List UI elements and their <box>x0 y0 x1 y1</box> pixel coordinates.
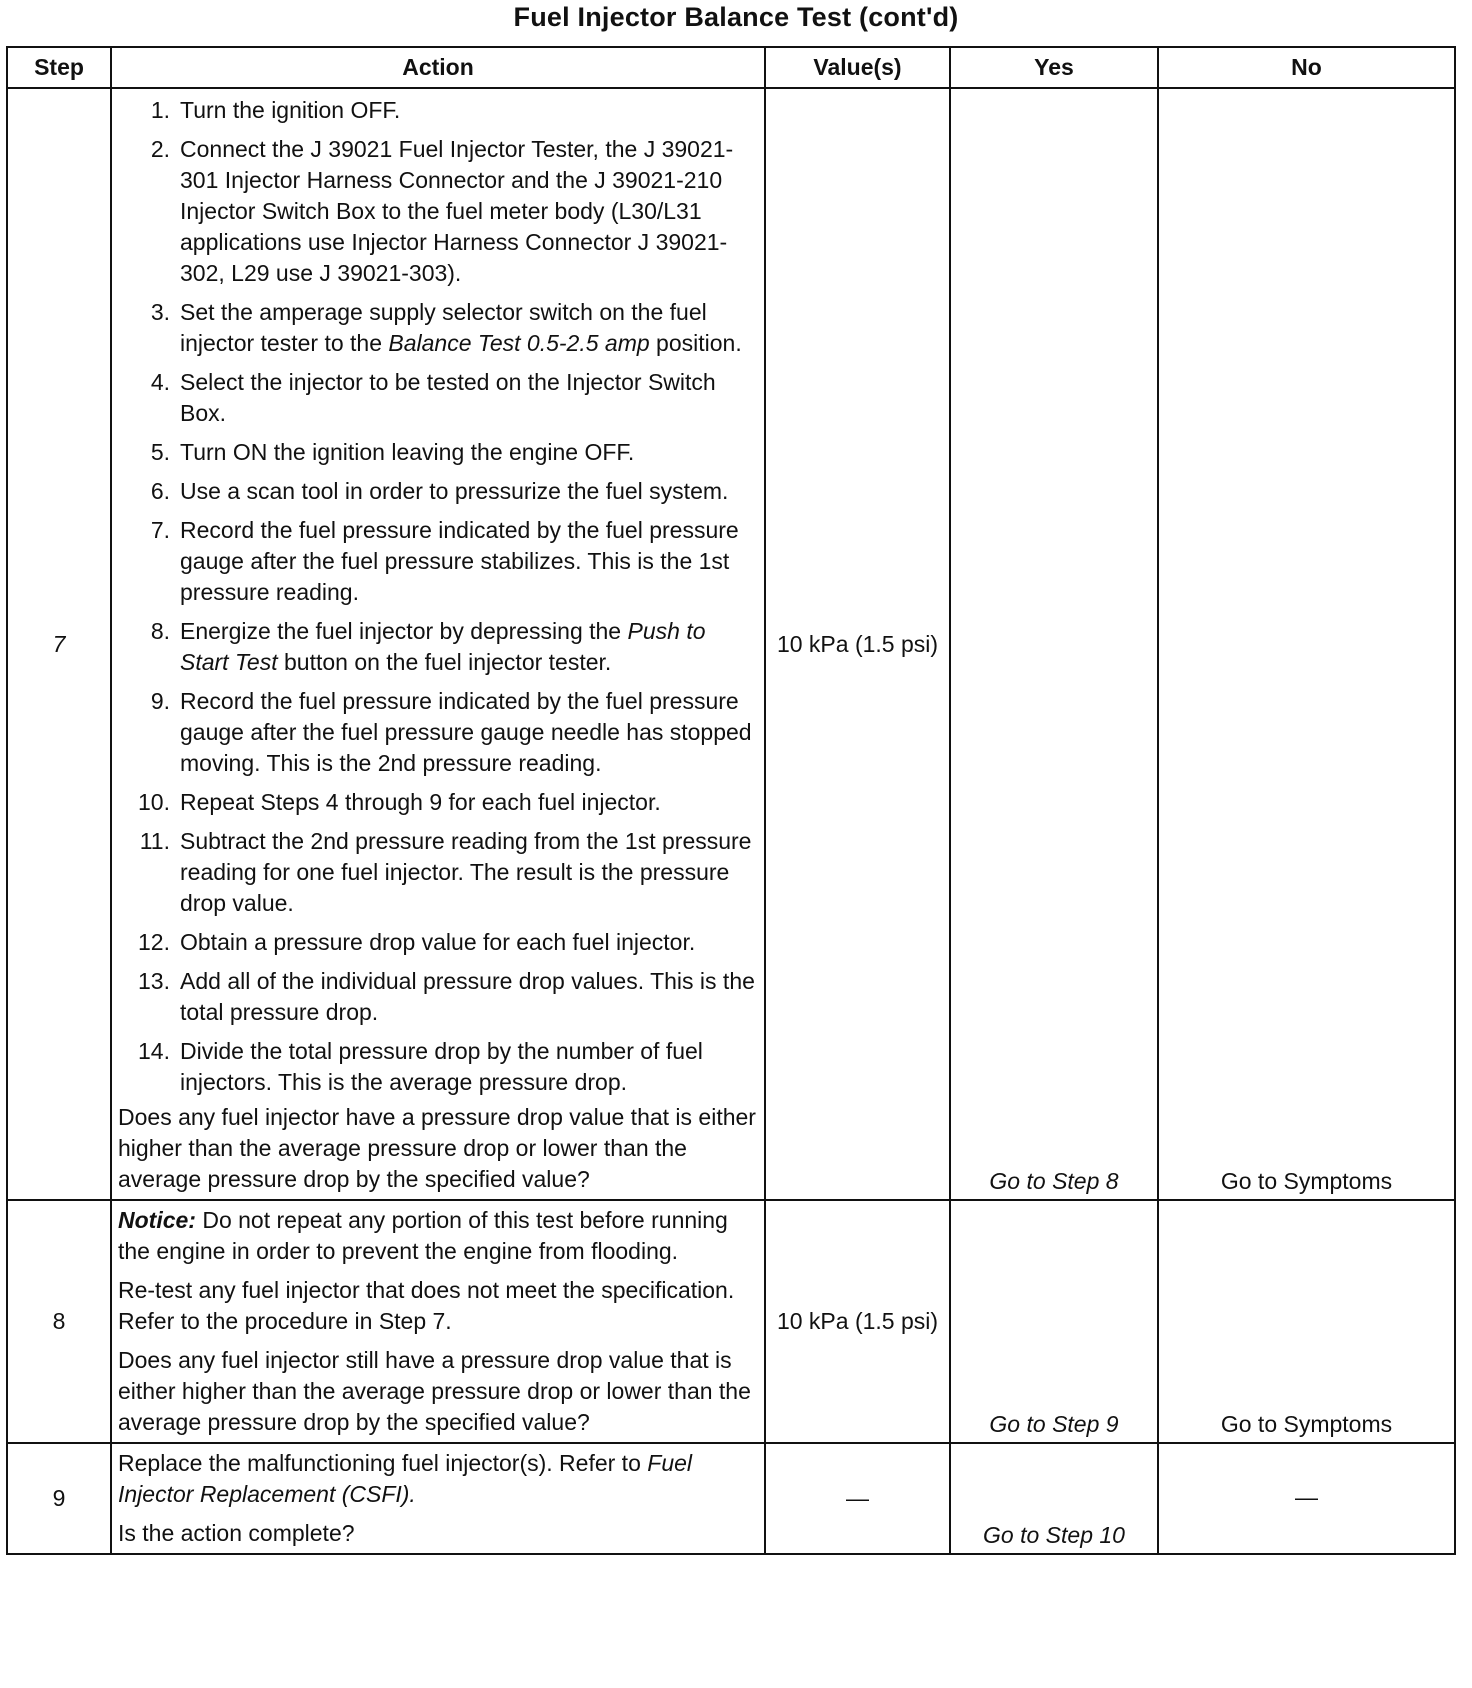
step-question: Is the action complete? <box>118 1520 355 1546</box>
header-no: No <box>1158 47 1455 88</box>
list-item: 9. Record the fuel pressure indicated by the fuel pressure gauge after the fuel pressure gauge needle has stopped moving. This is the 2nd pressure reading. <box>150 688 752 776</box>
yes-cell: Go to Step 8 <box>950 88 1158 1200</box>
yes-cell: Go to Step 10 <box>950 1443 1158 1554</box>
step-number: 8 <box>7 1200 111 1443</box>
yes-cell: Go to Step 9 <box>950 1200 1158 1443</box>
notice-paragraph: Notice: Do not repeat any portion of this test before running the engine in order to prevent the engine from flooding. <box>118 1207 728 1264</box>
action-cell <box>111 1443 765 1554</box>
list-item: 1. Turn the ignition OFF. <box>150 97 401 123</box>
instruction-list <box>118 95 758 1098</box>
notice-label: Notice: <box>118 1207 196 1233</box>
table-header-row <box>7 47 1455 88</box>
header-yes: Yes <box>950 47 1158 88</box>
step-number: 7 <box>7 88 111 1200</box>
list-item: 14. Divide the total pressure drop by the number of fuel injectors. This is the average pressure drop. <box>138 1038 703 1095</box>
list-item: 8. Energize the fuel injector by depressing the Push to Start Test button on the fuel injector tester. <box>150 618 706 675</box>
list-item: 6. Use a scan tool in order to pressurize the fuel system. <box>150 478 729 504</box>
list-item: 10. Repeat Steps 4 through 9 for each fuel injector. <box>138 789 661 815</box>
page-title: Fuel Injector Balance Test (cont'd) <box>513 2 959 32</box>
step-question: Does any fuel injector have a pressure drop value that is either higher than the average pressure drop or lower than the average pressure drop by the specified value? <box>118 1104 756 1192</box>
step-number: 9 <box>7 1443 111 1554</box>
list-item: 13. Add all of the individual pressure drop values. This is the total pressure drop. <box>138 968 755 1025</box>
value-cell: 10 kPa (1.5 psi) <box>765 1200 950 1443</box>
header-step: Step <box>7 47 111 88</box>
no-cell: — <box>1158 1443 1455 1554</box>
table-row-step-7 <box>7 88 1455 1200</box>
list-item: 11. Subtract the 2nd pressure reading from the 1st pressure reading for one fuel injector. The result is the pressure drop value. <box>139 828 752 916</box>
list-item: 12. Obtain a pressure drop value for each fuel injector. <box>138 929 696 955</box>
table-row-step-8 <box>7 1200 1455 1443</box>
no-cell: Go to Symptoms <box>1158 1200 1455 1443</box>
list-item: 2. Connect the J 39021 Fuel Injector Tester, the J 39021-301 Injector Harness Connector and the J 39021-210 Injector Switch Box to the fuel meter body (L30/L31 applications use Injector Harness Connector J 39021-302, L29 use J 39021-303). <box>150 136 734 286</box>
list-item: 3. Set the amperage supply selector switch on the fuel injector tester to the Balance Test 0.5-2.5 amp position. <box>150 299 742 356</box>
list-item: 5. Turn ON the ignition leaving the engine OFF. <box>150 439 635 465</box>
no-cell: Go to Symptoms <box>1158 88 1455 1200</box>
header-action: Action <box>111 47 765 88</box>
procedure-table <box>6 46 1456 1555</box>
instruction-paragraph: Re-test any fuel injector that does not meet the specification. Refer to the procedure in Step 7. <box>118 1277 735 1334</box>
value-cell: 10 kPa (1.5 psi) <box>765 88 950 1200</box>
value-cell: — <box>765 1443 950 1554</box>
table-row-step-9 <box>7 1443 1455 1554</box>
instruction-paragraph: Replace the malfunctioning fuel injector(s). Refer to Fuel Injector Replacement (CSFI). <box>118 1450 693 1507</box>
list-item: 4. Select the injector to be tested on the Injector Switch Box. <box>150 369 716 426</box>
action-cell <box>111 1200 765 1443</box>
header-values: Value(s) <box>765 47 950 88</box>
list-item: 7. Record the fuel pressure indicated by the fuel pressure gauge after the fuel pressure stabilizes. This is the 1st pressure reading. <box>150 517 739 605</box>
action-cell <box>111 88 765 1200</box>
reference-link-text: Fuel Injector Replacement (CSFI). <box>118 1450 693 1507</box>
step-question: Does any fuel injector still have a pressure drop value that is either higher than the average pressure drop or lower than the average pressure drop by the specified value? <box>118 1347 751 1435</box>
